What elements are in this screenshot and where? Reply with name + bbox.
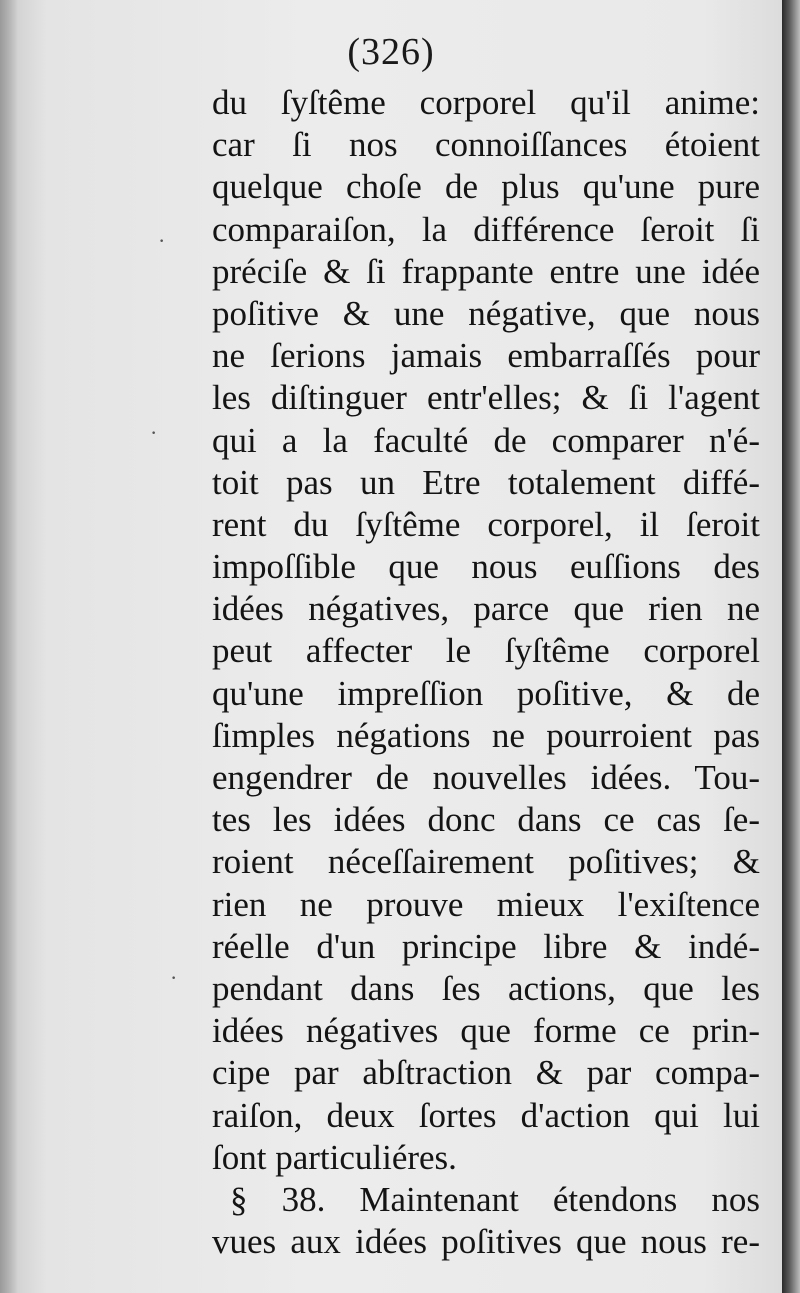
text-line: idées négatives que forme ce prin- [212,1011,760,1051]
text-line: engendrer de nouvelles idées. Tou- [212,758,760,797]
text-line: comparaiſon, la différence ſeroit ſi [212,209,760,249]
text-line: pendant dans ſes actions, que les [212,968,760,1008]
text-line: poſitive & une négative, que nous [212,293,760,333]
text-line: rent du ſyſtême corporel, il ſeroit [212,504,760,544]
text-line: ſimples négations ne pourroient pas [212,715,760,755]
text-line: du ſyſtême corporel qu'il anime: [212,83,760,122]
text-line: quelque choſe de plus qu'une pure [212,167,760,207]
text-line: préciſe & ſi frappante entre une idée [212,251,760,291]
text-line: impoſſible que nous euſſions des [212,547,760,587]
text-line: raiſon, deux ſortes d'action qui lui [212,1095,760,1135]
text-line: toit pas un Etre totalement diffé- [212,462,760,502]
margin-speck: · [158,228,166,253]
text-line: ſont particuliéres. [212,1137,457,1177]
section-heading-line: § 38. Maintenant étendons nos [230,1179,760,1219]
text-line: rien ne prouve mieux l'exiſtence [212,884,760,924]
text-line: réelle d'un principe libre & indé- [212,926,760,966]
text-line: vues aux idées poſitives que nous re- [212,1222,760,1262]
text-line: tes les idées donc dans ce cas ſe- [212,800,760,840]
spine-shadow [0,0,18,1293]
text-line: les diſtinguer entr'elles; & ſi l'agent [212,378,760,418]
margin-speck: · [150,420,158,445]
text-line: roient néceſſairement poſitives; & [212,842,760,882]
text-line: qui a la faculté de comparer n'é- [212,420,760,460]
text-line: ne ſerions jamais embarraſſés pour [212,336,760,376]
text-line: idées négatives, parce que rien ne [212,589,760,629]
margin-speck: · [170,965,178,990]
body-text [212,82,760,1263]
text-line: car ſi nos connoiſſances étoient [212,125,760,165]
text-line: peut affecter le ſyſtême corporel [212,631,760,671]
page-number: (326) [347,31,435,73]
text-line: cipe par abſtraction & par compa- [212,1053,760,1093]
text-line: qu'une impreſſion poſitive, & de [212,673,760,713]
scan-edge [782,0,800,1293]
